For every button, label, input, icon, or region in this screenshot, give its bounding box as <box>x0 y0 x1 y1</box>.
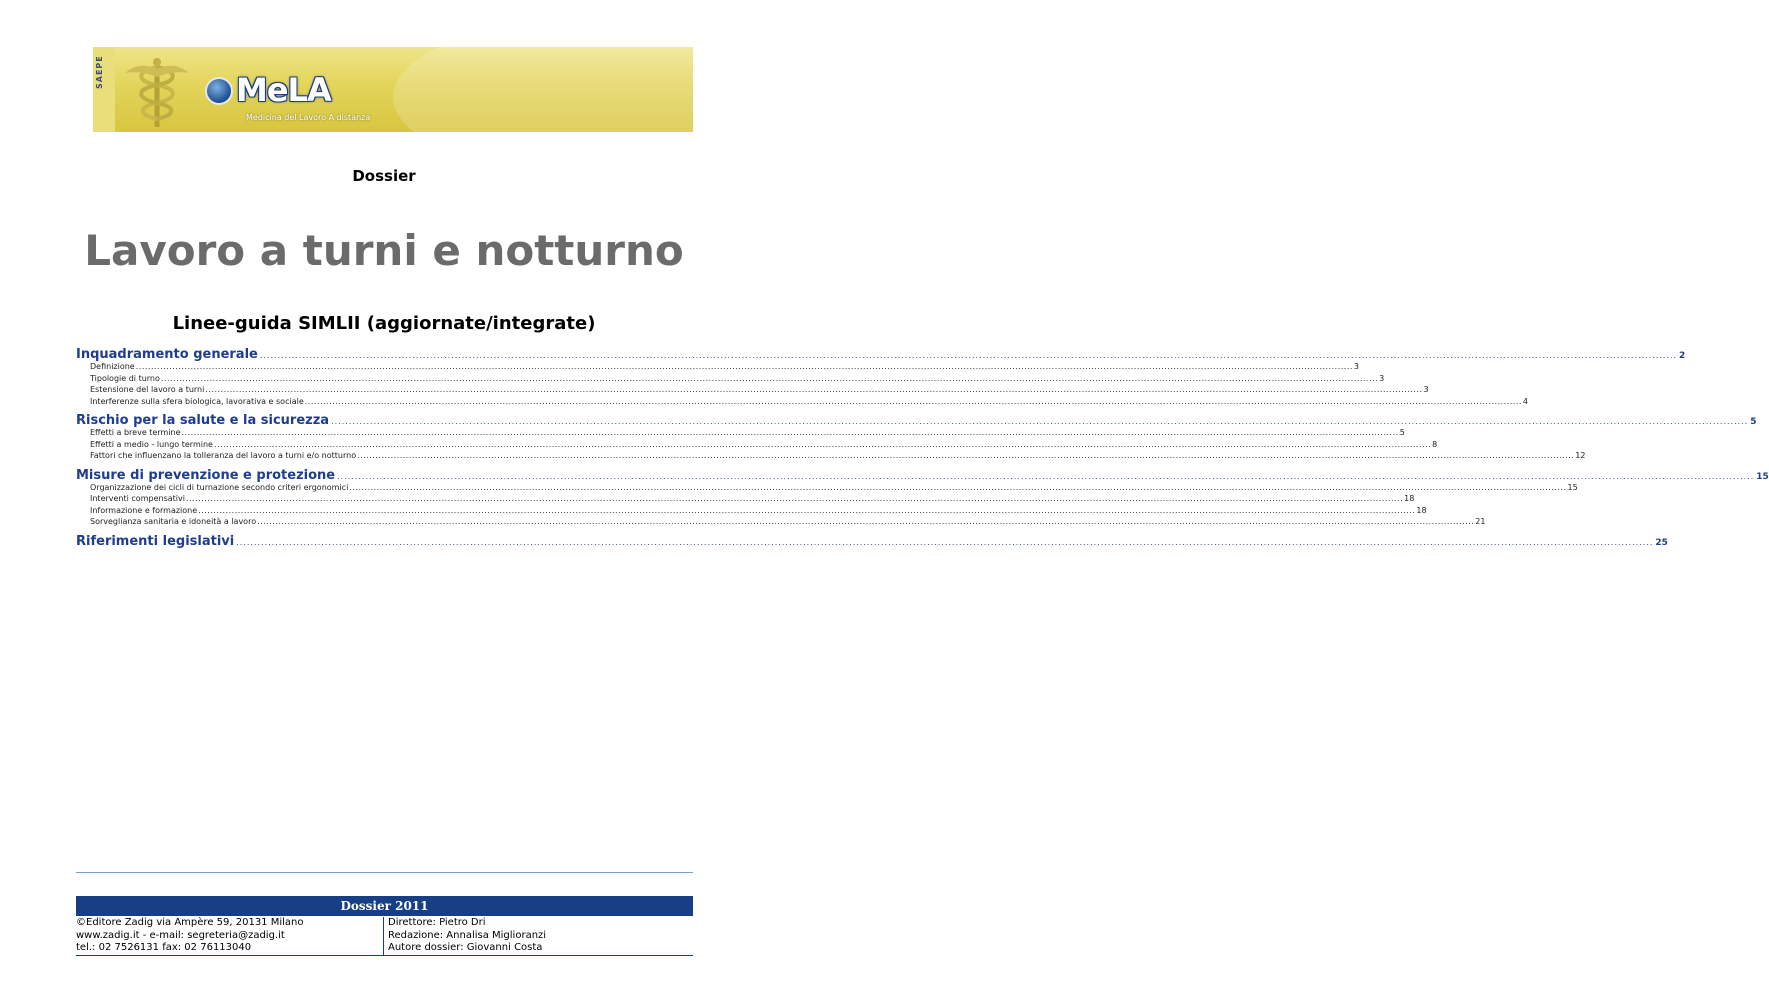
toc-section-page[interactable]: 5 <box>1750 417 1757 427</box>
toc-item-page[interactable]: 18 <box>1404 494 1415 503</box>
credit-director: Direttore: Pietro Dri <box>388 917 486 928</box>
footer-bottom-rule <box>76 955 693 956</box>
toc-leader-dots: ................................................................................................................................................................................................................................................................................................................................................................................................................ <box>236 537 1654 547</box>
table-of-contents <box>76 345 1769 549</box>
toc-leader-dots: ................................................................................................................................................................................................................................................................................................................................................................................................................ <box>304 396 1522 406</box>
toc-item-page[interactable]: 4 <box>1522 396 1529 406</box>
toc-item-page[interactable]: 8 <box>1432 439 1438 449</box>
caduceus-icon <box>117 57 197 129</box>
editorial-credits <box>383 917 693 955</box>
toc-item-entry[interactable] <box>76 373 1385 386</box>
toc-section-entry[interactable] <box>76 413 1757 428</box>
mela-logo-icon <box>205 77 233 105</box>
toc-item-title[interactable]: Informazione e formazione <box>90 505 198 515</box>
publisher-info <box>76 917 382 955</box>
toc-leader-dots: ................................................................................................................................................................................................................................................................................................................................................................................................................ <box>198 505 1416 515</box>
toc-leader-dots: ................................................................................................................................................................................................................................................................................................................................................................................................................ <box>181 428 1399 437</box>
toc-leader-dots: ................................................................................................................................................................................................................................................................................................................................................................................................................ <box>357 451 1575 460</box>
toc-item-title[interactable]: Interferenze sulla sfera biologica, lavorativa e sociale <box>90 396 304 406</box>
toc-section-entry[interactable] <box>76 347 1686 362</box>
toc-item-page[interactable]: 3 <box>1379 373 1385 383</box>
toc-item-page[interactable]: 18 <box>1416 505 1427 515</box>
footer-title-bar: Dossier 2011 <box>76 896 693 916</box>
toc-item-page[interactable]: 5 <box>1399 428 1405 437</box>
toc-section-title[interactable]: Inquadramento generale <box>76 347 258 362</box>
toc-section-entry[interactable] <box>76 467 1769 483</box>
toc-item-page[interactable]: 12 <box>1575 451 1586 460</box>
toc-item-entry[interactable] <box>76 451 1586 463</box>
credit-editorial: Redazione: Annalisa Miglioranzi <box>388 929 547 941</box>
toc-item-title[interactable]: Sorveglianza sanitaria e idoneità a lavoro <box>90 517 257 526</box>
toc-item-title[interactable]: Estensione del lavoro a turni <box>90 385 205 394</box>
dossier-label: Dossier <box>352 167 416 185</box>
toc-section-gap <box>76 463 696 466</box>
publisher-address: ©Editore Zadig via Ampère 59, 20131 Milano <box>76 917 304 928</box>
toc-leader-dots: ................................................................................................................................................................................................................................................................................................................................................................................................................ <box>160 373 1379 383</box>
toc-item-page[interactable]: 3 <box>1353 362 1360 371</box>
toc-item-page[interactable]: 15 <box>1567 482 1578 492</box>
toc-item-entry[interactable] <box>76 439 1438 452</box>
toc-section-page[interactable]: 15 <box>1756 471 1769 482</box>
toc-item-entry[interactable] <box>76 482 1578 495</box>
credit-author: Autore dossier: Giovanni Costa <box>388 942 543 953</box>
toc-item-entry[interactable] <box>76 385 1429 397</box>
toc-section-entry[interactable] <box>76 533 1668 549</box>
toc-section-page[interactable]: 25 <box>1655 537 1668 548</box>
toc-section-title[interactable]: Rischio per la salute e la sicurezza <box>76 413 330 428</box>
toc-item-title[interactable]: Fattori che influenzano la tolleranza del lavoro a turni e/o notturno <box>90 451 357 460</box>
mela-banner <box>93 47 693 132</box>
toc-item-title[interactable]: Interventi compensativi <box>90 494 185 503</box>
toc-leader-dots: ................................................................................................................................................................................................................................................................................................................................................................................................................ <box>185 494 1404 503</box>
toc-item-entry[interactable] <box>76 428 1405 440</box>
toc-leader-dots: ................................................................................................................................................................................................................................................................................................................................................................................................................ <box>257 517 1475 526</box>
toc-leader-dots: ................................................................................................................................................................................................................................................................................................................................................................................................................ <box>135 362 1353 371</box>
toc-leader-dots: ................................................................................................................................................................................................................................................................................................................................................................................................................ <box>331 417 1749 426</box>
toc-item-page[interactable]: 3 <box>1423 385 1429 394</box>
toc-item-page[interactable]: 21 <box>1475 517 1486 526</box>
banner-side-strip <box>93 47 115 132</box>
toc-leader-dots: ................................................................................................................................................................................................................................................................................................................................................................................................................ <box>213 439 1432 449</box>
toc-item-title[interactable]: Effetti a breve termine <box>90 428 181 437</box>
toc-item-entry[interactable] <box>76 505 1427 518</box>
toc-leader-dots: ................................................................................................................................................................................................................................................................................................................................................................................................................ <box>337 471 1755 481</box>
publisher-phone-fax: tel.: 02 7526131 fax: 02 76113040 <box>76 942 252 953</box>
toc-item-entry[interactable] <box>76 362 1360 374</box>
mela-logo-text: MeLA <box>236 71 331 109</box>
banner-wave-decoration <box>393 17 813 177</box>
toc-item-title[interactable]: Tipologie di turno <box>90 373 160 383</box>
banner-tagline: Medicina del Lavoro A distanza <box>246 113 371 122</box>
toc-leader-dots: ................................................................................................................................................................................................................................................................................................................................................................................................................ <box>259 351 1678 360</box>
toc-section-page[interactable]: 2 <box>1679 351 1686 361</box>
toc-item-title[interactable]: Effetti a medio - lungo termine <box>90 439 213 449</box>
toc-item-entry[interactable] <box>76 396 1529 409</box>
document-title: Lavoro a turni e notturno <box>84 226 684 275</box>
toc-item-entry[interactable] <box>76 494 1415 506</box>
toc-section-gap <box>76 408 696 411</box>
toc-section-title[interactable]: Riferimenti legislativi <box>76 533 235 549</box>
toc-leader-dots: ................................................................................................................................................................................................................................................................................................................................................................................................................ <box>349 482 1567 492</box>
saepe-brand-mark: SAEPE <box>95 55 104 89</box>
document-subtitle: Linee-guida SIMLII (aggiornate/integrate) <box>172 313 596 334</box>
toc-leader-dots: ................................................................................................................................................................................................................................................................................................................................................................................................................ <box>205 385 1423 394</box>
toc-section-gap <box>76 529 696 532</box>
toc-item-title[interactable]: Organizzazione dei cicli di turnazione secondo criteri ergonomici <box>90 482 349 492</box>
toc-item-title[interactable]: Definizione <box>90 362 135 371</box>
footer-top-rule <box>76 872 693 873</box>
publisher-web-email: www.zadig.it - e-mail: segreteria@zadig.it <box>76 929 285 941</box>
toc-section-title[interactable]: Misure di prevenzione e protezione <box>76 467 336 483</box>
toc-item-entry[interactable] <box>76 517 1486 529</box>
